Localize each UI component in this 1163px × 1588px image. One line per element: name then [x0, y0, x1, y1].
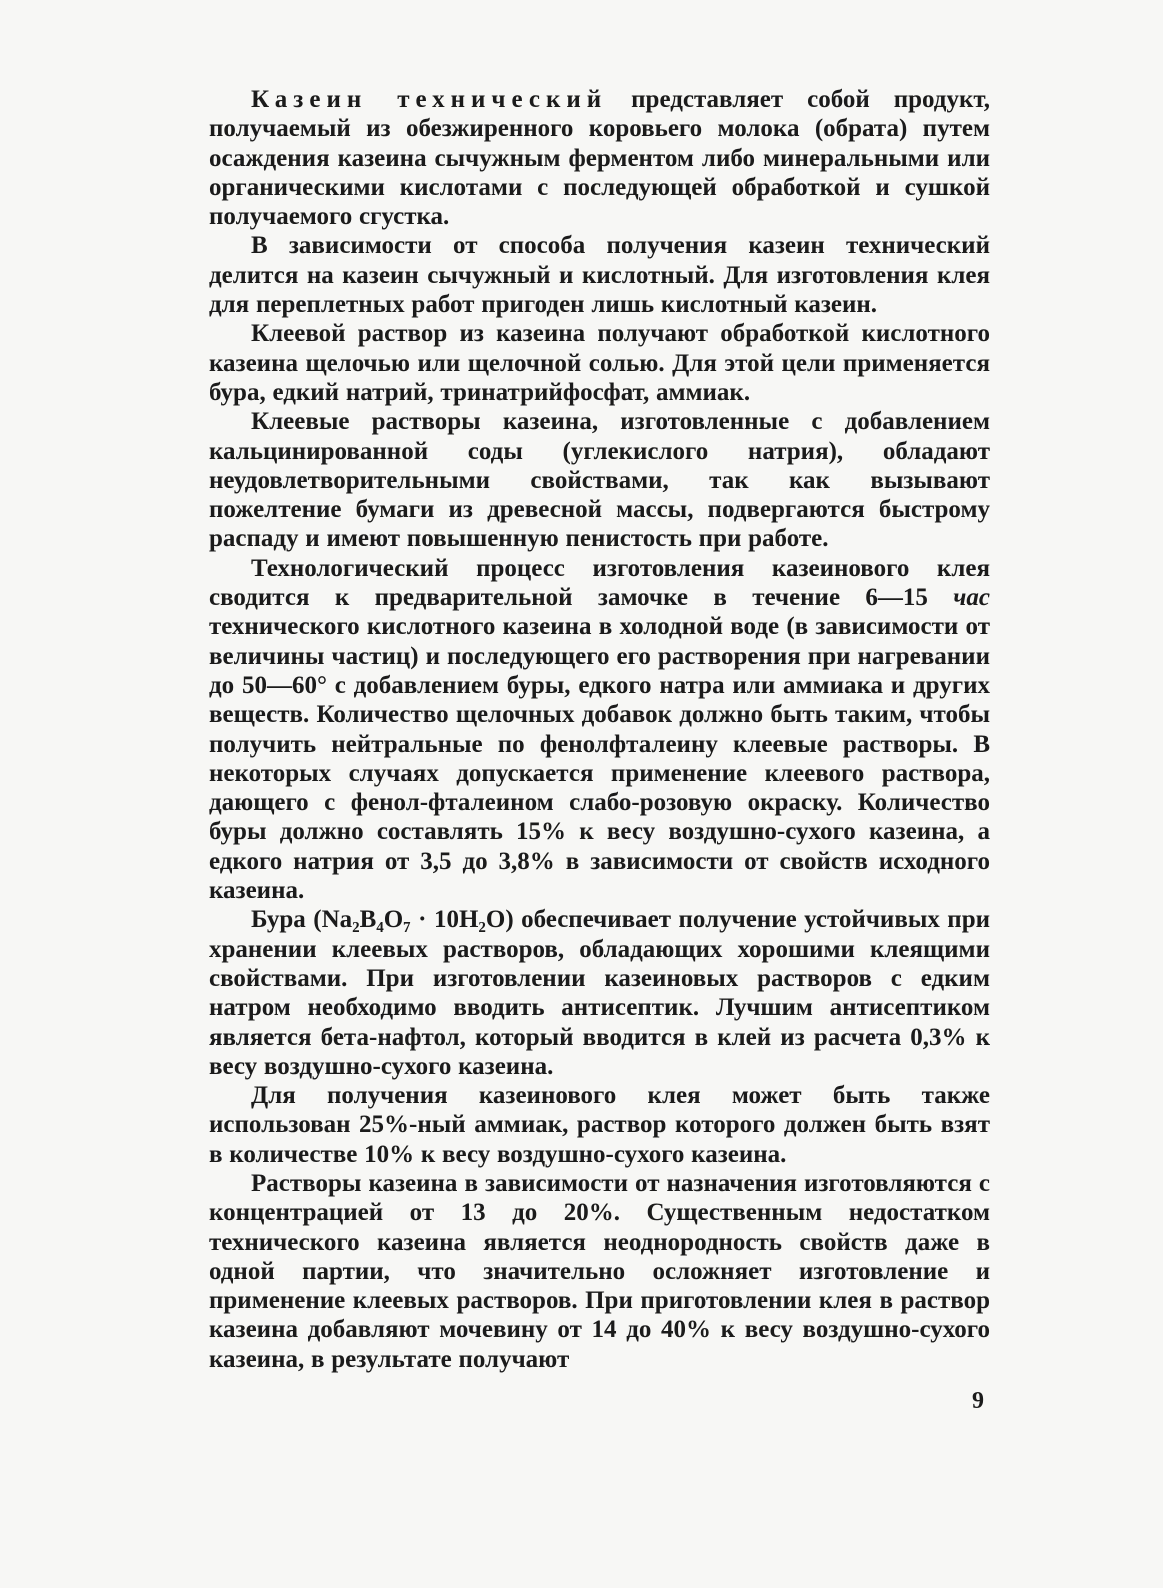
- paragraph-concentration: Растворы казеина в зависимости от назначения изготовляются с концентрацией от 13 до 20%. Существенным недостатком технического казеина является неоднородность свойств даже в одной партии, что значительно осложняет изготовление и применение клеевых растворов. При приготовлении клея в раствор казеина добавляют мочевину от 14 до 40% к весу воздушно-сухого казеина, в результате получают: [209, 1169, 990, 1373]
- paragraph-casein-types: В зависимости от способа получения казеин технический делится на казеин сычужный и кислотный. Для изготовления клея для переплетных работ пригоден лишь кислотный казеин.: [209, 232, 990, 319]
- page-number: 9: [972, 1388, 984, 1414]
- paragraph-borax: Бура (Na₂B₄O₇ · 10H₂O) обеспечивает получение устойчивых при хранении клеевых растворов, обладающих хорошими клеящими свойствами. При изготовлении казеиновых растворов с едким натром необходимо вводить антисептик. Лучшим антисептиком является бета-нафтол, который вводится в клей из расчета 0,3% к весу воздушно-сухого казеина.: [209, 906, 990, 1080]
- paragraph-technological-process: [209, 554, 990, 906]
- paragraph-ammonia: Для получения казеинового клея может быть также использован 25%-ный аммиак, раствор которого должен быть взят в количестве 10% к весу воздушно-сухого казеина.: [209, 1082, 990, 1168]
- paragraph-text: представляет собой продукт, получаемый из обезжиренного коровьего молока (обрата) путем осаждения казеина сычужным ферментом либо минеральными или органическими кислотами с последующей обработкой и сушкой получаемого сгустка.: [209, 86, 991, 231]
- paragraph-glue-solution: Клеевой раствор из казеина получают обработкой кислотного казеина щелочью или щелочной солью. Для этой цели применяется бура, едкий натрий, тринатрийфосфат, аммиак.: [209, 320, 990, 406]
- paragraph-soda-solutions: Клеевые растворы казеина, изготовленные с добавлением кальцинированной соды (углекислого натрия), обладают неудовлетворительными свойствами, так как вызывают пожелтение бумаги из древесной массы, подвергаются быстрому распаду и имеют повышенную пенистость при работе.: [209, 408, 990, 553]
- paragraph-text: технического кислотного казеина в холодной воде (в зависимости от величины частиц) и последующего его растворения при нагревании до 50—60° с добавлением буры, едкого натра или аммиака и других веществ. Количество щелочных добавок должно быть таким, чтобы получить нейтральные по фенолфталеину клеевые растворы. В некоторых случаях допускается применение клеевого раствора, дающего с фенол-фталеином слабо-розовую окраску. Количество буры должно составлять 15% к весу воздушно-сухого казеина, а едкого натрия от 3,5 до 3,8% в зависимости от свойств исходного казеина.: [209, 613, 990, 905]
- paragraph-text: Технологический процесс изготовления казеинового клея сводится к предварительной замочке в течение 6—15: [209, 554, 990, 612]
- body-text: [209, 85, 990, 1374]
- paragraph-casein-definition: [209, 85, 990, 231]
- term-technical-casein: Казеин технический: [251, 86, 608, 113]
- unit-hours: час: [953, 584, 990, 612]
